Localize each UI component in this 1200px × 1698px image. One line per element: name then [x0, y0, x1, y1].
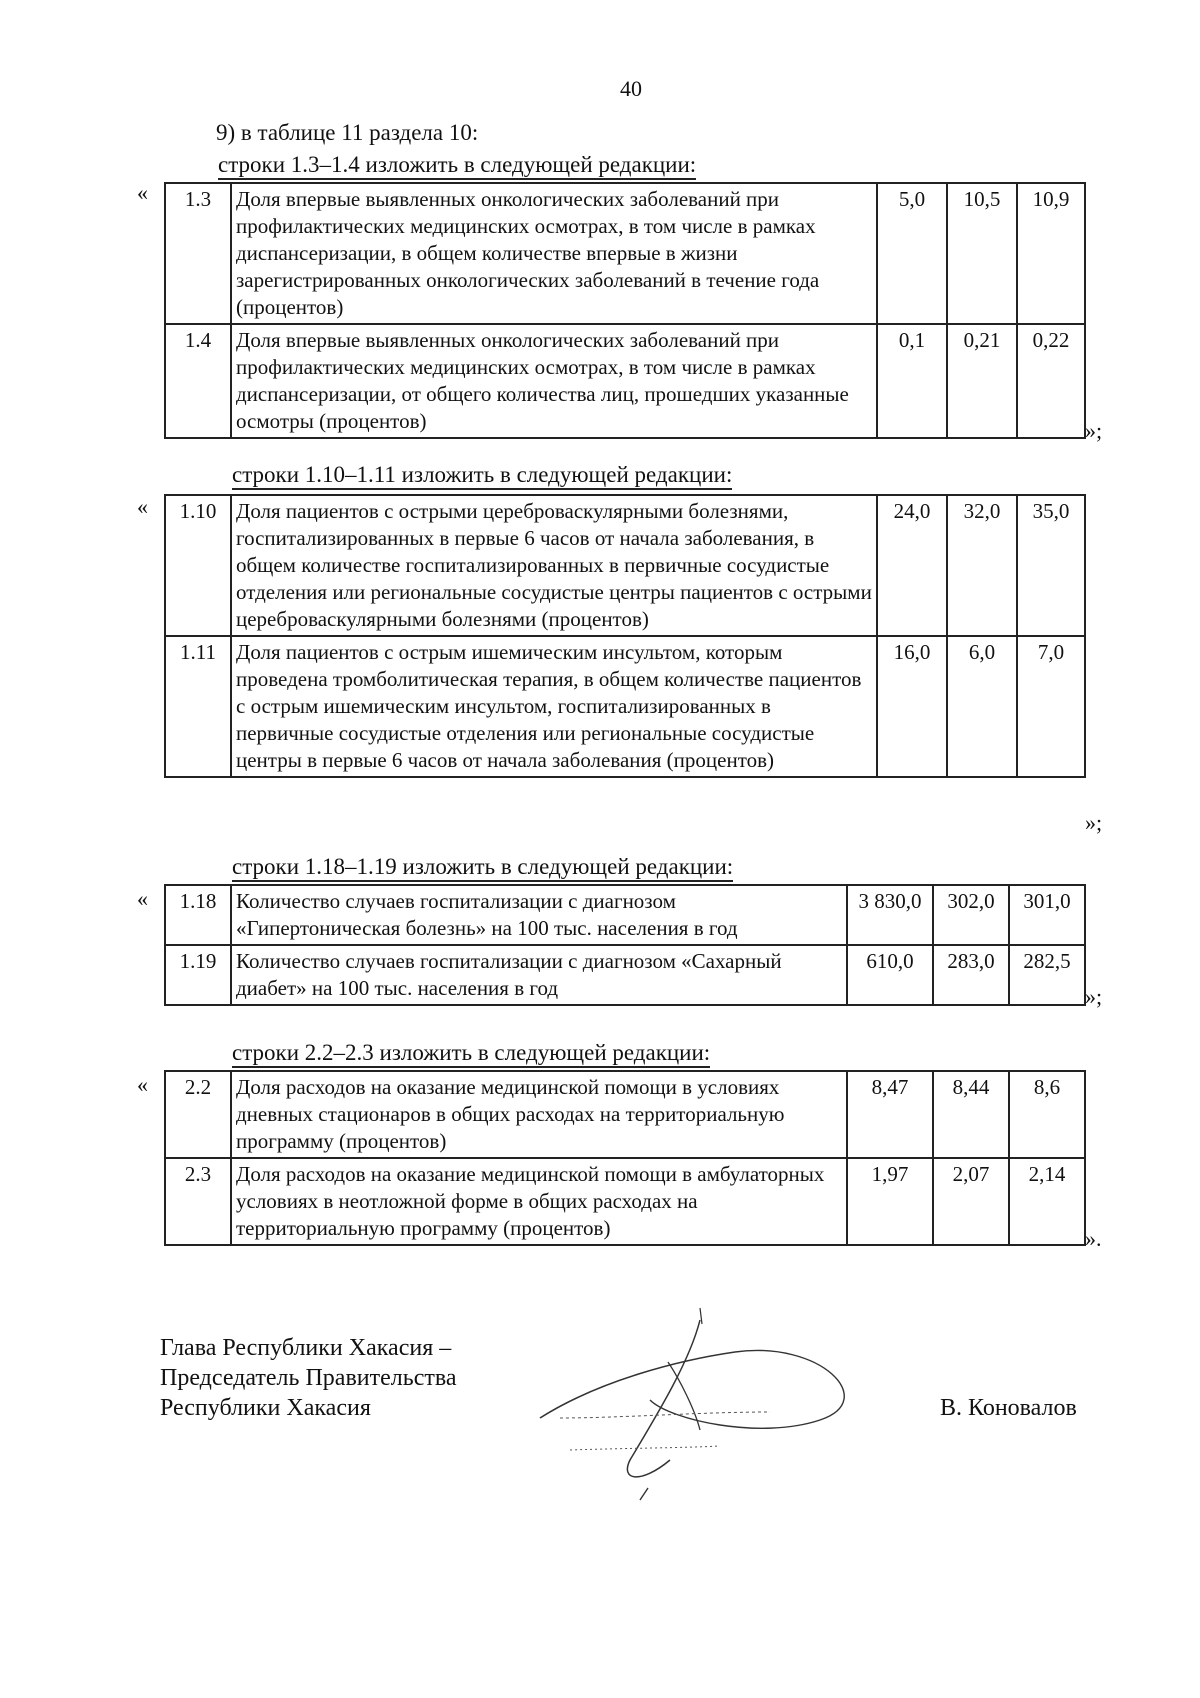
row-value-3: 2,14: [1009, 1158, 1085, 1245]
table-row: [165, 1071, 1085, 1158]
row-value-1: 8,47: [847, 1071, 933, 1158]
section-heading: строки 1.10–1.11 изложить в следующей редакции:: [232, 462, 732, 490]
signatory-position: [160, 1333, 457, 1423]
table-row: [165, 183, 1085, 324]
row-description: Количество случаев госпитализации с диагнозом «Сахарный диабет» на 100 тыс. населения в год: [231, 945, 847, 1005]
row-number: 2.2: [165, 1071, 231, 1158]
row-value-3: 8,6: [1009, 1071, 1085, 1158]
row-value-1: 3 830,0: [847, 885, 933, 945]
row-number: 1.11: [165, 636, 231, 777]
row-value-3: 282,5: [1009, 945, 1085, 1005]
table-row: [165, 324, 1085, 438]
row-value-1: 0,1: [877, 324, 947, 438]
row-value-2: 6,0: [947, 636, 1017, 777]
position-line: Республики Хакасия: [160, 1395, 371, 1421]
row-description: Доля пациентов с острыми цереброваскулярными болезнями, госпитализированных в первые 6 часов от начала заболевания, в общем количестве госпитализированных в первичные сосудистые отделения или региональные сосудистые центры пациентов с острыми цереброваскулярными болезнями (процентов): [231, 495, 877, 636]
row-value-2: 302,0: [933, 885, 1009, 945]
amendment-table: [164, 182, 1086, 439]
close-quote: »;: [1085, 810, 1103, 835]
row-number: 1.3: [165, 183, 231, 324]
row-value-3: 10,9: [1017, 183, 1085, 324]
row-value-2: 10,5: [947, 183, 1017, 324]
row-number: 1.4: [165, 324, 231, 438]
position-line: Глава Республики Хакасия –: [160, 1335, 452, 1361]
amendment-table: [164, 884, 1086, 1006]
row-description: Доля впервые выявленных онкологических заболеваний при профилактических медицинских осмотрах, в том числе в рамках диспансеризации, в общем количестве впервые в жизни зарегистрированных онкологических заболеваний в течение года (процентов): [231, 183, 877, 324]
page-number: 40: [620, 76, 642, 101]
table-row: [165, 1158, 1085, 1245]
close-quote: ».: [1085, 1226, 1102, 1251]
row-number: 1.19: [165, 945, 231, 1005]
row-value-1: 1,97: [847, 1158, 933, 1245]
intro-line: 9) в таблице 11 раздела 10:: [216, 120, 479, 145]
row-value-2: 8,44: [933, 1071, 1009, 1158]
open-quote: «: [137, 180, 148, 205]
section-heading: строки 1.18–1.19 изложить в следующей редакции:: [232, 854, 733, 882]
row-description: Доля расходов на оказание медицинской помощи в условиях дневных стационаров в общих расходах на территориальную программу (процентов): [231, 1071, 847, 1158]
amendment-table: [164, 1070, 1086, 1246]
row-value-3: 0,22: [1017, 324, 1085, 438]
row-value-1: 610,0: [847, 945, 933, 1005]
amendment-table: [164, 494, 1086, 778]
row-number: 2.3: [165, 1158, 231, 1245]
open-quote: «: [137, 1072, 148, 1097]
row-description: Доля пациентов с острым ишемическим инсультом, которым проведена тромболитическая терапия, в общем количестве пациентов с острым ишемическим инсультом, госпитализированных в первичные сосудистые отделения или региональные сосудистые центры в первые 6 часов от начала заболевания (процентов): [231, 636, 877, 777]
position-line: Председатель Правительства: [160, 1365, 457, 1391]
table-row: [165, 885, 1085, 945]
table-row: [165, 636, 1085, 777]
open-quote: «: [137, 886, 148, 911]
row-description: Доля расходов на оказание медицинской помощи в амбулаторных условиях в неотложной форме в общих расходах на территориальную программу (процентов): [231, 1158, 847, 1245]
row-number: 1.18: [165, 885, 231, 945]
row-value-3: 301,0: [1009, 885, 1085, 945]
row-value-1: 5,0: [877, 183, 947, 324]
row-value-3: 7,0: [1017, 636, 1085, 777]
open-quote: «: [137, 494, 148, 519]
row-description: Количество случаев госпитализации с диагнозом «Гипертоническая болезнь» на 100 тыс. населения в год: [231, 885, 847, 945]
row-value-2: 0,21: [947, 324, 1017, 438]
table-row: [165, 945, 1085, 1005]
close-quote: »;: [1085, 418, 1103, 443]
row-value-2: 32,0: [947, 495, 1017, 636]
close-quote: »;: [1085, 984, 1103, 1009]
row-number: 1.10: [165, 495, 231, 636]
row-value-2: 2,07: [933, 1158, 1009, 1245]
table-row: [165, 495, 1085, 636]
row-description: Доля впервые выявленных онкологических заболеваний при профилактических медицинских осмотрах, в том числе в рамках диспансеризации, от общего количества лиц, прошедших указанные осмотры (процентов): [231, 324, 877, 438]
row-value-1: 16,0: [877, 636, 947, 777]
signatory-name: В. Коновалов: [940, 1395, 1077, 1421]
row-value-3: 35,0: [1017, 495, 1085, 636]
row-value-2: 283,0: [933, 945, 1009, 1005]
row-value-1: 24,0: [877, 495, 947, 636]
section-heading: строки 2.2–2.3 изложить в следующей редакции:: [232, 1040, 710, 1068]
section-heading: строки 1.3–1.4 изложить в следующей редакции:: [218, 152, 696, 180]
handwritten-signature: [520, 1300, 880, 1520]
